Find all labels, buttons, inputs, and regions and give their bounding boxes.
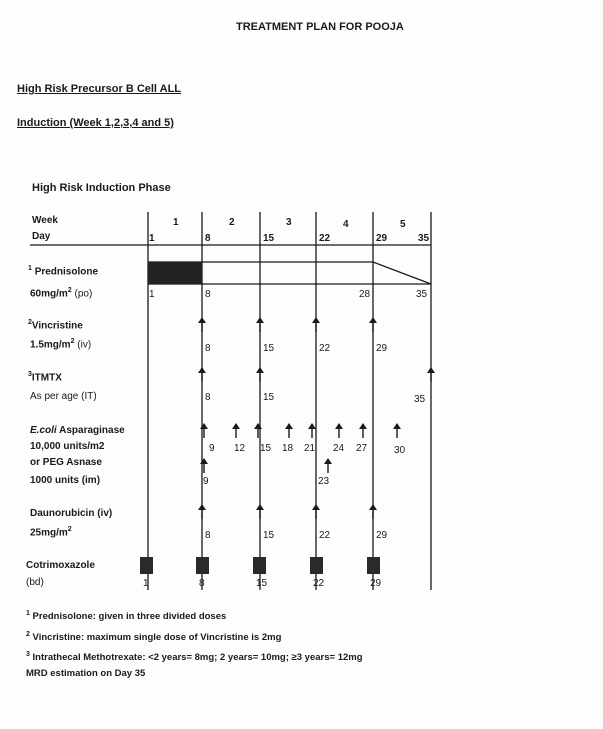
day-number: 1 <box>149 233 155 244</box>
asparaginase-arrow-day-30 <box>393 423 401 438</box>
daunorubicin-label: Daunorubicin (iv) <box>30 508 113 519</box>
vincristine-arrows <box>198 317 377 332</box>
asparaginase-day: 18 <box>282 443 294 454</box>
asparaginase-arrow-day-9 <box>200 423 208 438</box>
asparaginase-day: 9 <box>209 443 215 454</box>
vincristine-arrow-day-8 <box>198 317 206 332</box>
daunorubicin-arrow-day-15 <box>256 504 264 519</box>
day-number: 8 <box>205 233 211 244</box>
vincristine-day: 8 <box>205 343 211 354</box>
vincristine-dose: $1.5mg/m^2$ (iv) <box>30 338 92 351</box>
cotrimoxazole-day: 29 <box>370 578 382 589</box>
week-number: 4 <box>343 219 349 230</box>
daunorubicin-arrow-day-22 <box>312 504 320 519</box>
prednisolone-day: 35 <box>416 289 428 300</box>
footnote-3: $^3$ Intrathecal Methotrexate: <2 years= 8mg; 2 years= 10mg; ≥3 years= 12mg <box>26 651 363 664</box>
itmtx-dose: As per age (IT) <box>30 391 97 402</box>
asparaginase-day: 15 <box>260 443 272 454</box>
prednisolone-day: 1 <box>149 289 155 300</box>
page-title: TREATMENT PLAN FOR POOJA <box>236 21 404 33</box>
asparaginase-arrow-day-18 <box>285 423 293 438</box>
cotrimoxazole-marker-day-15 <box>253 557 266 574</box>
asparaginase-day: 21 <box>304 443 316 454</box>
footnote-1: $^1$ Prednisolone: given in three divided doses <box>26 610 227 623</box>
footnote-mrd: MRD estimation on Day 35 <box>26 668 146 679</box>
day-number: 22 <box>319 233 331 244</box>
peg-asnase-label: or PEG Asnase <box>30 457 102 468</box>
peg-asnase-day: 23 <box>318 476 330 487</box>
asparaginase-arrow-day-24 <box>335 423 343 438</box>
vincristine-day: 22 <box>319 343 331 354</box>
asparaginase-dose: 10,000 units/m2 <box>30 441 105 452</box>
itmtx-day: 35 <box>414 394 426 405</box>
daunorubicin-arrow-day-8 <box>198 504 206 519</box>
asparaginase-day: 30 <box>394 445 406 456</box>
daunorubicin-arrow-day-29 <box>369 504 377 519</box>
daunorubicin-day: 22 <box>319 530 331 541</box>
daunorubicin-day: 29 <box>376 530 388 541</box>
asparaginase-arrow-day-15 <box>254 423 262 438</box>
asparaginase-day: 24 <box>333 443 345 454</box>
cotrimoxazole-day: 1 <box>143 578 149 589</box>
day-label: Day <box>32 231 51 242</box>
asparaginase-day: 12 <box>234 443 246 454</box>
asparaginase-arrow-day-21 <box>308 423 316 438</box>
prednisolone-dose: $60mg/m^2$ (po) <box>30 287 93 300</box>
prednisolone-label: $^1$ Prednisolone <box>28 265 99 278</box>
vincristine-arrow-day-22 <box>312 317 320 332</box>
peg-asnase-day: 9 <box>203 476 209 487</box>
itmtx-label: $^3$ITMTX <box>28 371 62 384</box>
itmtx-day: 8 <box>205 392 211 403</box>
asparaginase-day: 27 <box>356 443 368 454</box>
cotrimoxazole-marker-day-1 <box>140 557 153 574</box>
diagnosis-subtitle: High Risk Precursor B Cell ALL <box>17 83 182 95</box>
peg-asnase-arrows <box>200 458 332 473</box>
week-number: 2 <box>229 217 235 228</box>
cotrimoxazole-day: 8 <box>199 578 205 589</box>
prednisolone-week1-block <box>148 262 202 284</box>
phase-title: High Risk Induction Phase <box>32 182 171 194</box>
week-number: 3 <box>286 217 292 228</box>
itmtx-day: 15 <box>263 392 275 403</box>
prednisolone-day: 8 <box>205 289 211 300</box>
cotrimoxazole-label: Cotrimoxazole <box>26 560 95 571</box>
week-number: 5 <box>400 219 406 230</box>
induction-subtitle: Induction (Week 1,2,3,4 and 5) <box>17 117 174 129</box>
cotrimoxazole-marker-day-22 <box>310 557 323 574</box>
daunorubicin-day: 8 <box>205 530 211 541</box>
day-number: 35 <box>418 233 430 244</box>
vincristine-arrow-day-29 <box>369 317 377 332</box>
cotrimoxazole-day: 22 <box>313 578 325 589</box>
footnote-2: $^2$ Vincristine: maximum single dose of Vincristine is 2mg <box>26 631 282 644</box>
prednisolone-day: 28 <box>359 289 371 300</box>
asparaginase-arrow-day-27 <box>359 423 367 438</box>
cotrimoxazole-marker-day-29 <box>367 557 380 574</box>
asparaginase-label: E.coli Asparaginase <box>30 425 125 436</box>
week-label: Week <box>32 215 58 226</box>
day-number: 15 <box>263 233 275 244</box>
day-number: 29 <box>376 233 388 244</box>
vincristine-day: 29 <box>376 343 388 354</box>
itmtx-arrow-day-15 <box>256 367 264 382</box>
vincristine-arrow-day-15 <box>256 317 264 332</box>
cotrimoxazole-marker-day-8 <box>196 557 209 574</box>
peg-asnase-dose: 1000 units (im) <box>30 475 101 486</box>
cotrimoxazole-day: 15 <box>256 578 268 589</box>
itmtx-arrow-day-8 <box>198 367 206 382</box>
daunorubicin-dose: $25mg/m^2$ <box>30 526 72 539</box>
asparaginase-arrow-day-12 <box>232 423 240 438</box>
peg-arrow-day-9 <box>200 458 208 473</box>
vincristine-label: $^2$Vincristine <box>28 319 83 332</box>
itmtx-arrow-day-35 <box>427 367 435 382</box>
week-number: 1 <box>173 217 179 228</box>
asparaginase-arrows <box>200 423 401 438</box>
daunorubicin-arrows <box>198 504 377 519</box>
cotrimoxazole-route: (bd) <box>26 577 44 588</box>
peg-arrow-day-23 <box>324 458 332 473</box>
daunorubicin-day: 15 <box>263 530 275 541</box>
vincristine-day: 15 <box>263 343 275 354</box>
cotrimoxazole-markers <box>140 557 380 574</box>
